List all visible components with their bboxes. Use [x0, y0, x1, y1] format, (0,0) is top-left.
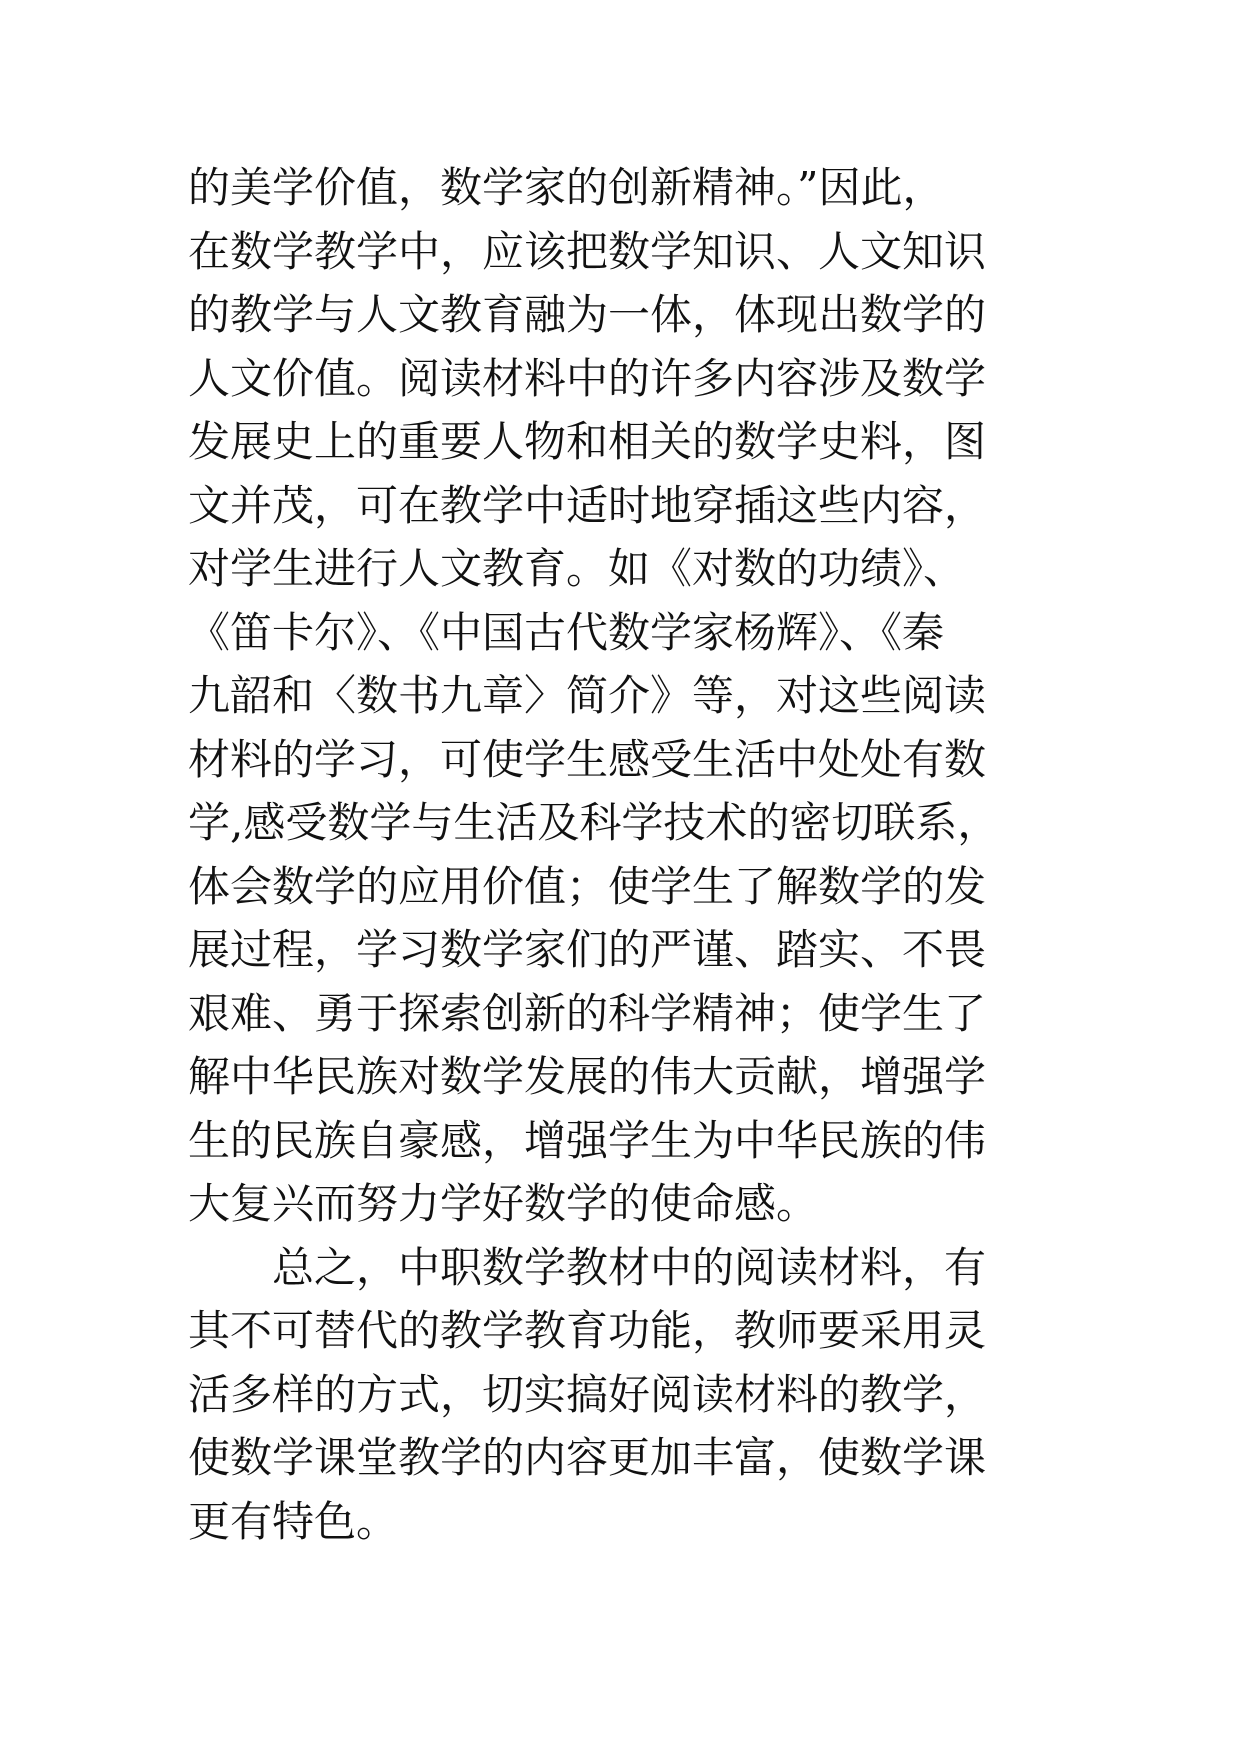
- text-line: 的美学价值，数学家的创新精神。”因此，: [188, 163, 945, 212]
- text-line: 发展史上的重要人物和相关的数学史料，图: [188, 417, 987, 466]
- text-line: 对学生进行人文教育。如《对数的功绩》、: [188, 544, 966, 593]
- text-line: 九韶和〈数书九章〉简介》等，对这些阅读: [188, 671, 987, 720]
- text-line: 更有特色。: [188, 1496, 399, 1546]
- text-line: 展过程，学习数学家们的严谨、踏实、不畏: [188, 925, 987, 974]
- text-line: 使数学课堂教学的内容更加丰富，使数学课: [188, 1433, 987, 1482]
- body-text: [188, 156, 1068, 1553]
- text-line: 在数学教学中，应该把数学知识、人文知识: [188, 226, 987, 276]
- text-line: 《笛卡尔》、《中国古代数学家杨辉》、《秦: [188, 607, 945, 657]
- text-line: 体会数学的应用价值；使学生了解数学的发: [188, 861, 987, 911]
- text-line: 人文价值。阅读材料中的许多内容涉及数学: [188, 353, 987, 403]
- text-line: 活多样的方式，切实搞好阅读材料的教学，: [188, 1369, 987, 1419]
- text-line: 艰难、勇于探索创新的科学精神；使学生了: [188, 988, 987, 1038]
- text-line: 学,感受数学与生活及科学技术的密切联系，: [188, 798, 1000, 847]
- text-line: 大复兴而努力学好数学的使命感。: [188, 1179, 819, 1228]
- text-line: 其不可替代的教学教育功能，教师要采用灵: [188, 1306, 987, 1355]
- text-line: 的教学与人文教育融为一体，体现出数学的: [188, 290, 987, 339]
- text-line: 文并茂，可在教学中适时地穿插这些内容，: [188, 480, 987, 530]
- text-line: 材料的学习，可使学生感受生活中处处有数: [188, 734, 987, 784]
- text-line: 解中华民族对数学发展的伟大贡献，增强学: [188, 1052, 987, 1101]
- text-line: 总之，中职数学教材中的阅读材料，有: [188, 1242, 987, 1292]
- text-line: 生的民族自豪感，增强学生为中华民族的伟: [188, 1115, 987, 1165]
